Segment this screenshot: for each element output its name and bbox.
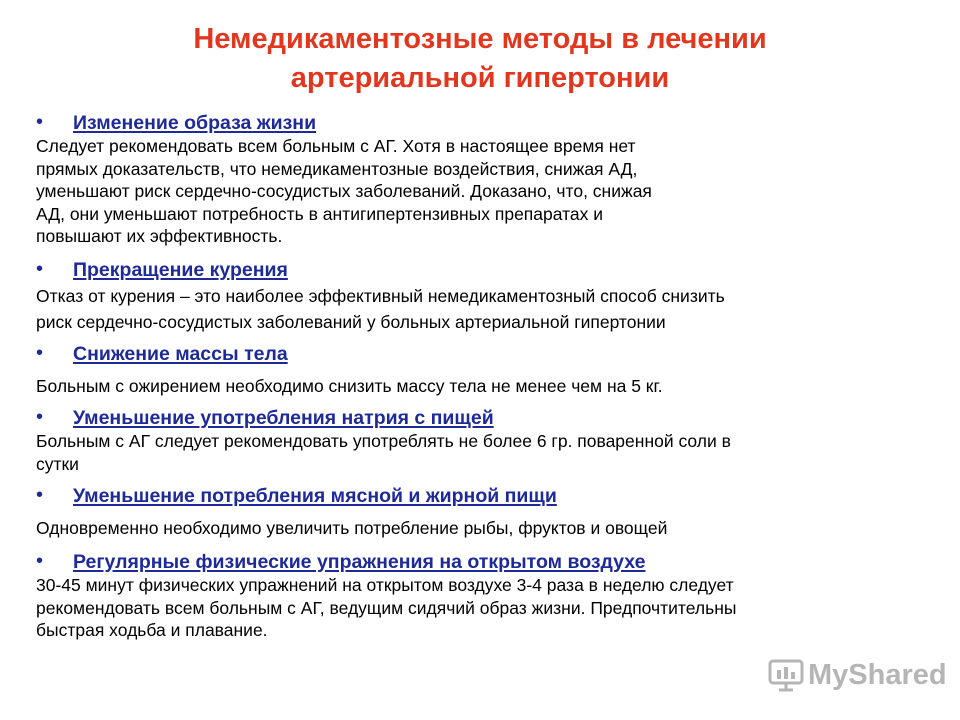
title-line-2: артериальной гипертонии [290,62,670,94]
bullet-item-smoking [36,258,916,335]
title-line-1: Немедикаментозные методы в лечении [193,23,767,55]
body-line: Отказ от курения – это наиболее эффективный немедикаментозный способ снизить [36,286,725,306]
myshared-watermark[interactable] [768,655,947,695]
bullet-icon: • [36,258,44,280]
bullet-heading-row [36,111,916,135]
bullet-item-exercise [36,550,916,642]
bullet-heading-row [36,484,916,508]
watermark-text: MyShared [808,659,947,691]
body-weight [36,375,916,398]
body-line: АД, они уменьшают потребность в антигипертензивных препаратах и [36,203,604,224]
body-lifestyle [36,135,916,248]
bullet-heading-row [36,342,916,366]
bullet-icon: • [36,406,44,428]
body-line: сутки [36,453,79,474]
body-line: Больным с АГ следует рекомендовать употреблять не более 6 гр. поваренной соли в [36,431,731,451]
bullet-icon: • [36,484,44,506]
body-meat-fat [36,517,916,540]
heading-sodium[interactable]: Уменьшение употребления натрия с пищей [73,407,494,429]
body-exercise [36,574,916,642]
bullet-item-meat-fat [36,484,916,540]
bullet-heading-row [36,550,916,574]
heading-lifestyle[interactable]: Изменение образа жизни [73,112,317,134]
bullet-icon: • [36,111,44,133]
bullet-item-lifestyle [36,111,916,248]
bullet-icon: • [36,550,44,572]
body-line: повышают их эффективность. [36,226,283,246]
body-smoking [36,283,916,335]
body-line: Больным с ожирением необходимо снизить массу тела не менее чем на 5 кг. [36,376,663,396]
body-line: прямых доказательств, что немедикаментозные воздействия, снижая АД, [36,158,638,179]
heading-weight[interactable]: Снижение массы тела [73,343,288,365]
bullet-item-sodium [36,406,916,475]
heading-smoking[interactable]: Прекращение курения [73,259,288,281]
bullet-icon: • [36,342,44,364]
bullet-item-weight [36,342,916,398]
body-line: 30-45 минут физических упражнений на открытом воздухе 3-4 раза в неделю следует [36,575,734,595]
bullet-heading-row [36,406,916,430]
body-line: рекомендовать всем больным с АГ, ведущим сидячий образ жизни. Предпочтительны [36,597,737,618]
body-line: уменьшают риск сердечно-сосудистых заболеваний. Доказано, что, снижая [36,181,652,201]
bullet-heading-row [36,258,916,282]
heading-meat-fat[interactable]: Уменьшение потребления мясной и жирной пищи [73,485,557,507]
body-line: Следует рекомендовать всем больным с АГ. Хотя в настоящее время нет [36,136,636,156]
heading-exercise[interactable]: Регулярные физические упражнения на открытом воздухе [73,551,646,573]
body-line: Одновременно необходимо увеличить потребление рыбы, фруктов и овощей [36,518,668,538]
body-sodium [36,430,916,475]
body-line: быстрая ходьба и плавание. [36,620,268,640]
presentation-board-icon [768,657,804,693]
slide-title [100,20,860,98]
body-line: риск сердечно-сосудистых заболеваний у больных артериальной гипертонии [36,312,666,332]
